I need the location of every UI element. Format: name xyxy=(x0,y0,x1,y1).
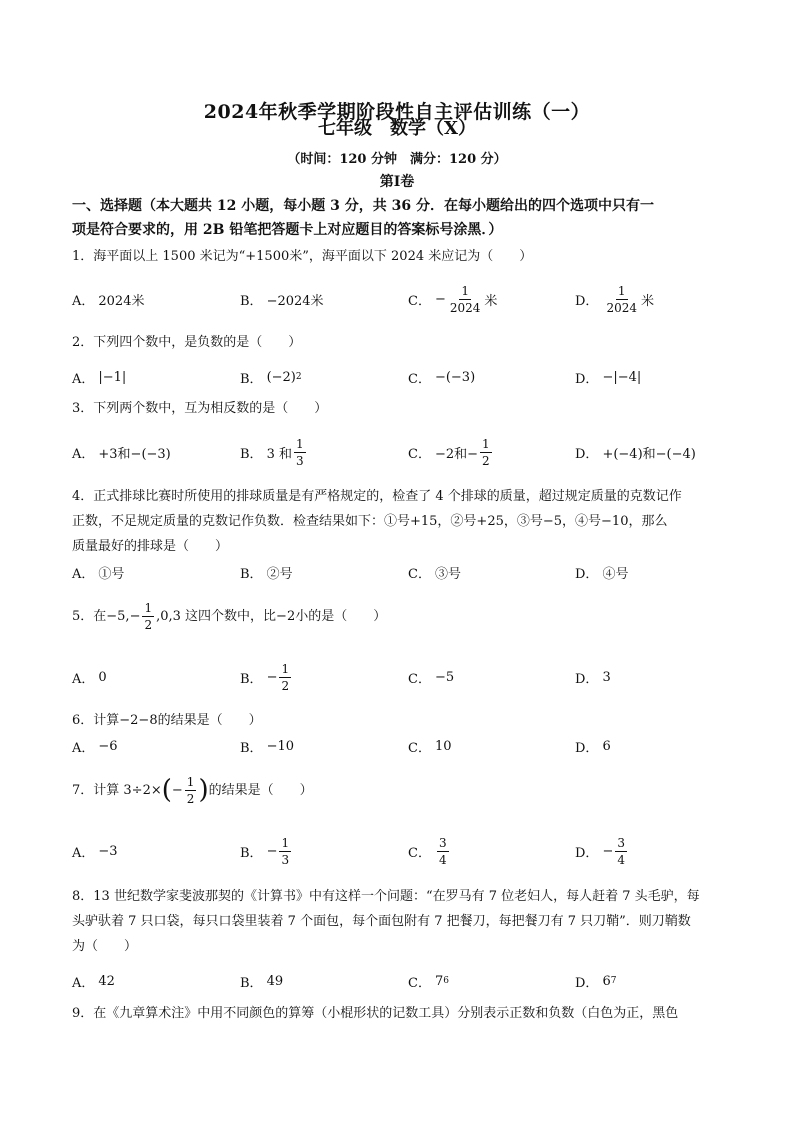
exam-subtitle: 七年级 数学（X） xyxy=(318,118,476,139)
option-b[interactable]: B． −2024米 xyxy=(240,293,324,309)
time-note: （时间：120 分钟 满分：120 分） xyxy=(287,152,507,167)
fraction: $\frac{3}{4}$ xyxy=(438,835,447,867)
option-d[interactable]: D． 6 7 xyxy=(575,973,617,991)
option-c[interactable]: C． −2和− $\frac{1}{2}$ xyxy=(408,436,490,468)
question-7: 7．计算 3÷2× ( − $\frac{1}{2}$ ) 的结果是（ ） xyxy=(72,774,313,806)
option-c[interactable]: C． 10 xyxy=(408,738,452,756)
option-d[interactable]: D． ④号 xyxy=(575,566,629,582)
question-6-options xyxy=(72,731,732,761)
question-5: 5．在−5,− $\frac{1}{2}$ ,0,3 这四个数中，比−2小的是（ ） xyxy=(72,600,387,632)
fraction: $\frac{1}{2}$ xyxy=(186,774,195,806)
question-4-options xyxy=(72,557,732,587)
question-7-options xyxy=(72,836,732,866)
fraction: $\frac{1}{2}$ xyxy=(281,661,290,693)
option-d[interactable]: D． 6 xyxy=(575,738,611,756)
volume-label: 第Ⅰ卷 xyxy=(379,174,415,190)
question-8-options xyxy=(72,966,732,996)
fraction: $\frac{1}{2}$ xyxy=(482,436,490,468)
question-2-options xyxy=(72,362,732,392)
option-b[interactable]: B． ②号 xyxy=(240,566,293,582)
option-a[interactable]: A． 0 xyxy=(72,669,107,687)
fraction: $\frac{1}{2024}$ xyxy=(606,283,637,315)
option-c[interactable]: C． − $\frac{1}{2024}$ 米 xyxy=(408,283,498,315)
option-c[interactable]: C． −(−3) xyxy=(408,369,476,387)
question-8: 8．13 世纪数学家斐波那契的《计算书》中有这样一个问题：“在罗马有 7 位老妇人，每人赶着 7 头毛驴，每 头驴驮着 7 只口袋，每只口袋里装着 7 个面包，每个面包附有 7 把餐刀，每把餐刀有 7 只刀鞘”．则刀鞘数 为（ ） xyxy=(72,889,700,954)
question-4: 4．正式排球比赛时所使用的排球质量是有严格规定的，检查了 4 个排球的质量，超过规定质量的克数记作 正数，不足规定质量的克数记作负数．检查结果如下：①号+15，②号+25，③号−5，④号−10，那么 质量最好的排球是（ ） xyxy=(72,489,682,554)
fraction: $\frac{3}{4}$ xyxy=(617,835,625,867)
question-3-options xyxy=(72,437,732,467)
option-b[interactable]: B． − $\frac{1}{2}$ xyxy=(240,661,290,693)
option-a[interactable]: A． −3 xyxy=(72,843,118,861)
fraction: $\frac{1}{3}$ xyxy=(295,436,304,468)
option-b[interactable]: B． − $\frac{1}{3}$ xyxy=(240,835,290,867)
fraction: $\frac{1}{3}$ xyxy=(281,835,290,867)
question-3: 3．下列两个数中，互为相反数的是（ ） xyxy=(72,401,328,416)
question-2: 2．下列四个数中，是负数的是（ ） xyxy=(72,335,302,350)
exam-title: 2024年秋季学期阶段性自主评估训练（一） xyxy=(203,101,591,123)
option-d[interactable]: D． −|−4| xyxy=(575,369,642,387)
option-b[interactable]: B． −10 xyxy=(240,738,294,756)
option-d[interactable]: D． $\frac{1}{2024}$ 米 xyxy=(575,283,654,315)
option-b[interactable]: B． (−2) 2 xyxy=(240,369,302,387)
section-line-2: 项是符合要求的，用 2B 铅笔把答题卡上对应题目的答案标号涂黑．） xyxy=(72,222,503,238)
left-paren: ( xyxy=(161,775,172,805)
section-line-1: 一、选择题（本大题共 12 小题，每小题 3 分，共 36 分．在每小题给出的四个选项中只有一 xyxy=(72,198,654,214)
option-c[interactable]: C． ③号 xyxy=(408,566,461,582)
fraction: $\frac{1}{2}$ xyxy=(144,600,153,632)
option-a[interactable]: A． +3和−(−3) xyxy=(72,446,171,462)
option-d[interactable]: D． +(−4)和−(−4) xyxy=(575,446,696,462)
option-b[interactable]: B． 3 和 $\frac{1}{3}$ xyxy=(240,436,304,468)
option-a[interactable]: A． |−1| xyxy=(72,369,127,387)
option-b[interactable]: B． 49 xyxy=(240,973,284,991)
question-5-options xyxy=(72,662,732,692)
question-1: 1．海平面以上 1500 米记为“+1500米”，海平面以下 2024 米应记为（ ） xyxy=(72,249,533,264)
option-c[interactable]: C． $\frac{3}{4}$ xyxy=(408,835,447,867)
option-d[interactable]: D． − $\frac{3}{4}$ xyxy=(575,835,625,867)
fraction: $\frac{1}{2024}$ xyxy=(449,283,481,315)
option-d[interactable]: D． 3 xyxy=(575,669,611,687)
section-heading xyxy=(72,194,732,242)
right-paren: ) xyxy=(198,775,209,805)
question-1-options xyxy=(72,284,732,314)
option-a[interactable]: A． 42 xyxy=(72,973,115,991)
option-a[interactable]: A． ①号 xyxy=(72,566,125,582)
question-6: 6．计算−2−8的结果是（ ） xyxy=(72,713,262,728)
option-c[interactable]: C． −5 xyxy=(408,669,455,687)
option-a[interactable]: A． −6 xyxy=(72,738,118,756)
option-c[interactable]: C． 7 6 xyxy=(408,973,449,991)
option-a[interactable]: A． 2024米 xyxy=(72,293,145,309)
question-9: 9．在《九章算术注》中用不同颜色的算筹（小棍形状的记数工具）分别表示正数和负数（白色为正，黑色 xyxy=(72,1006,679,1021)
